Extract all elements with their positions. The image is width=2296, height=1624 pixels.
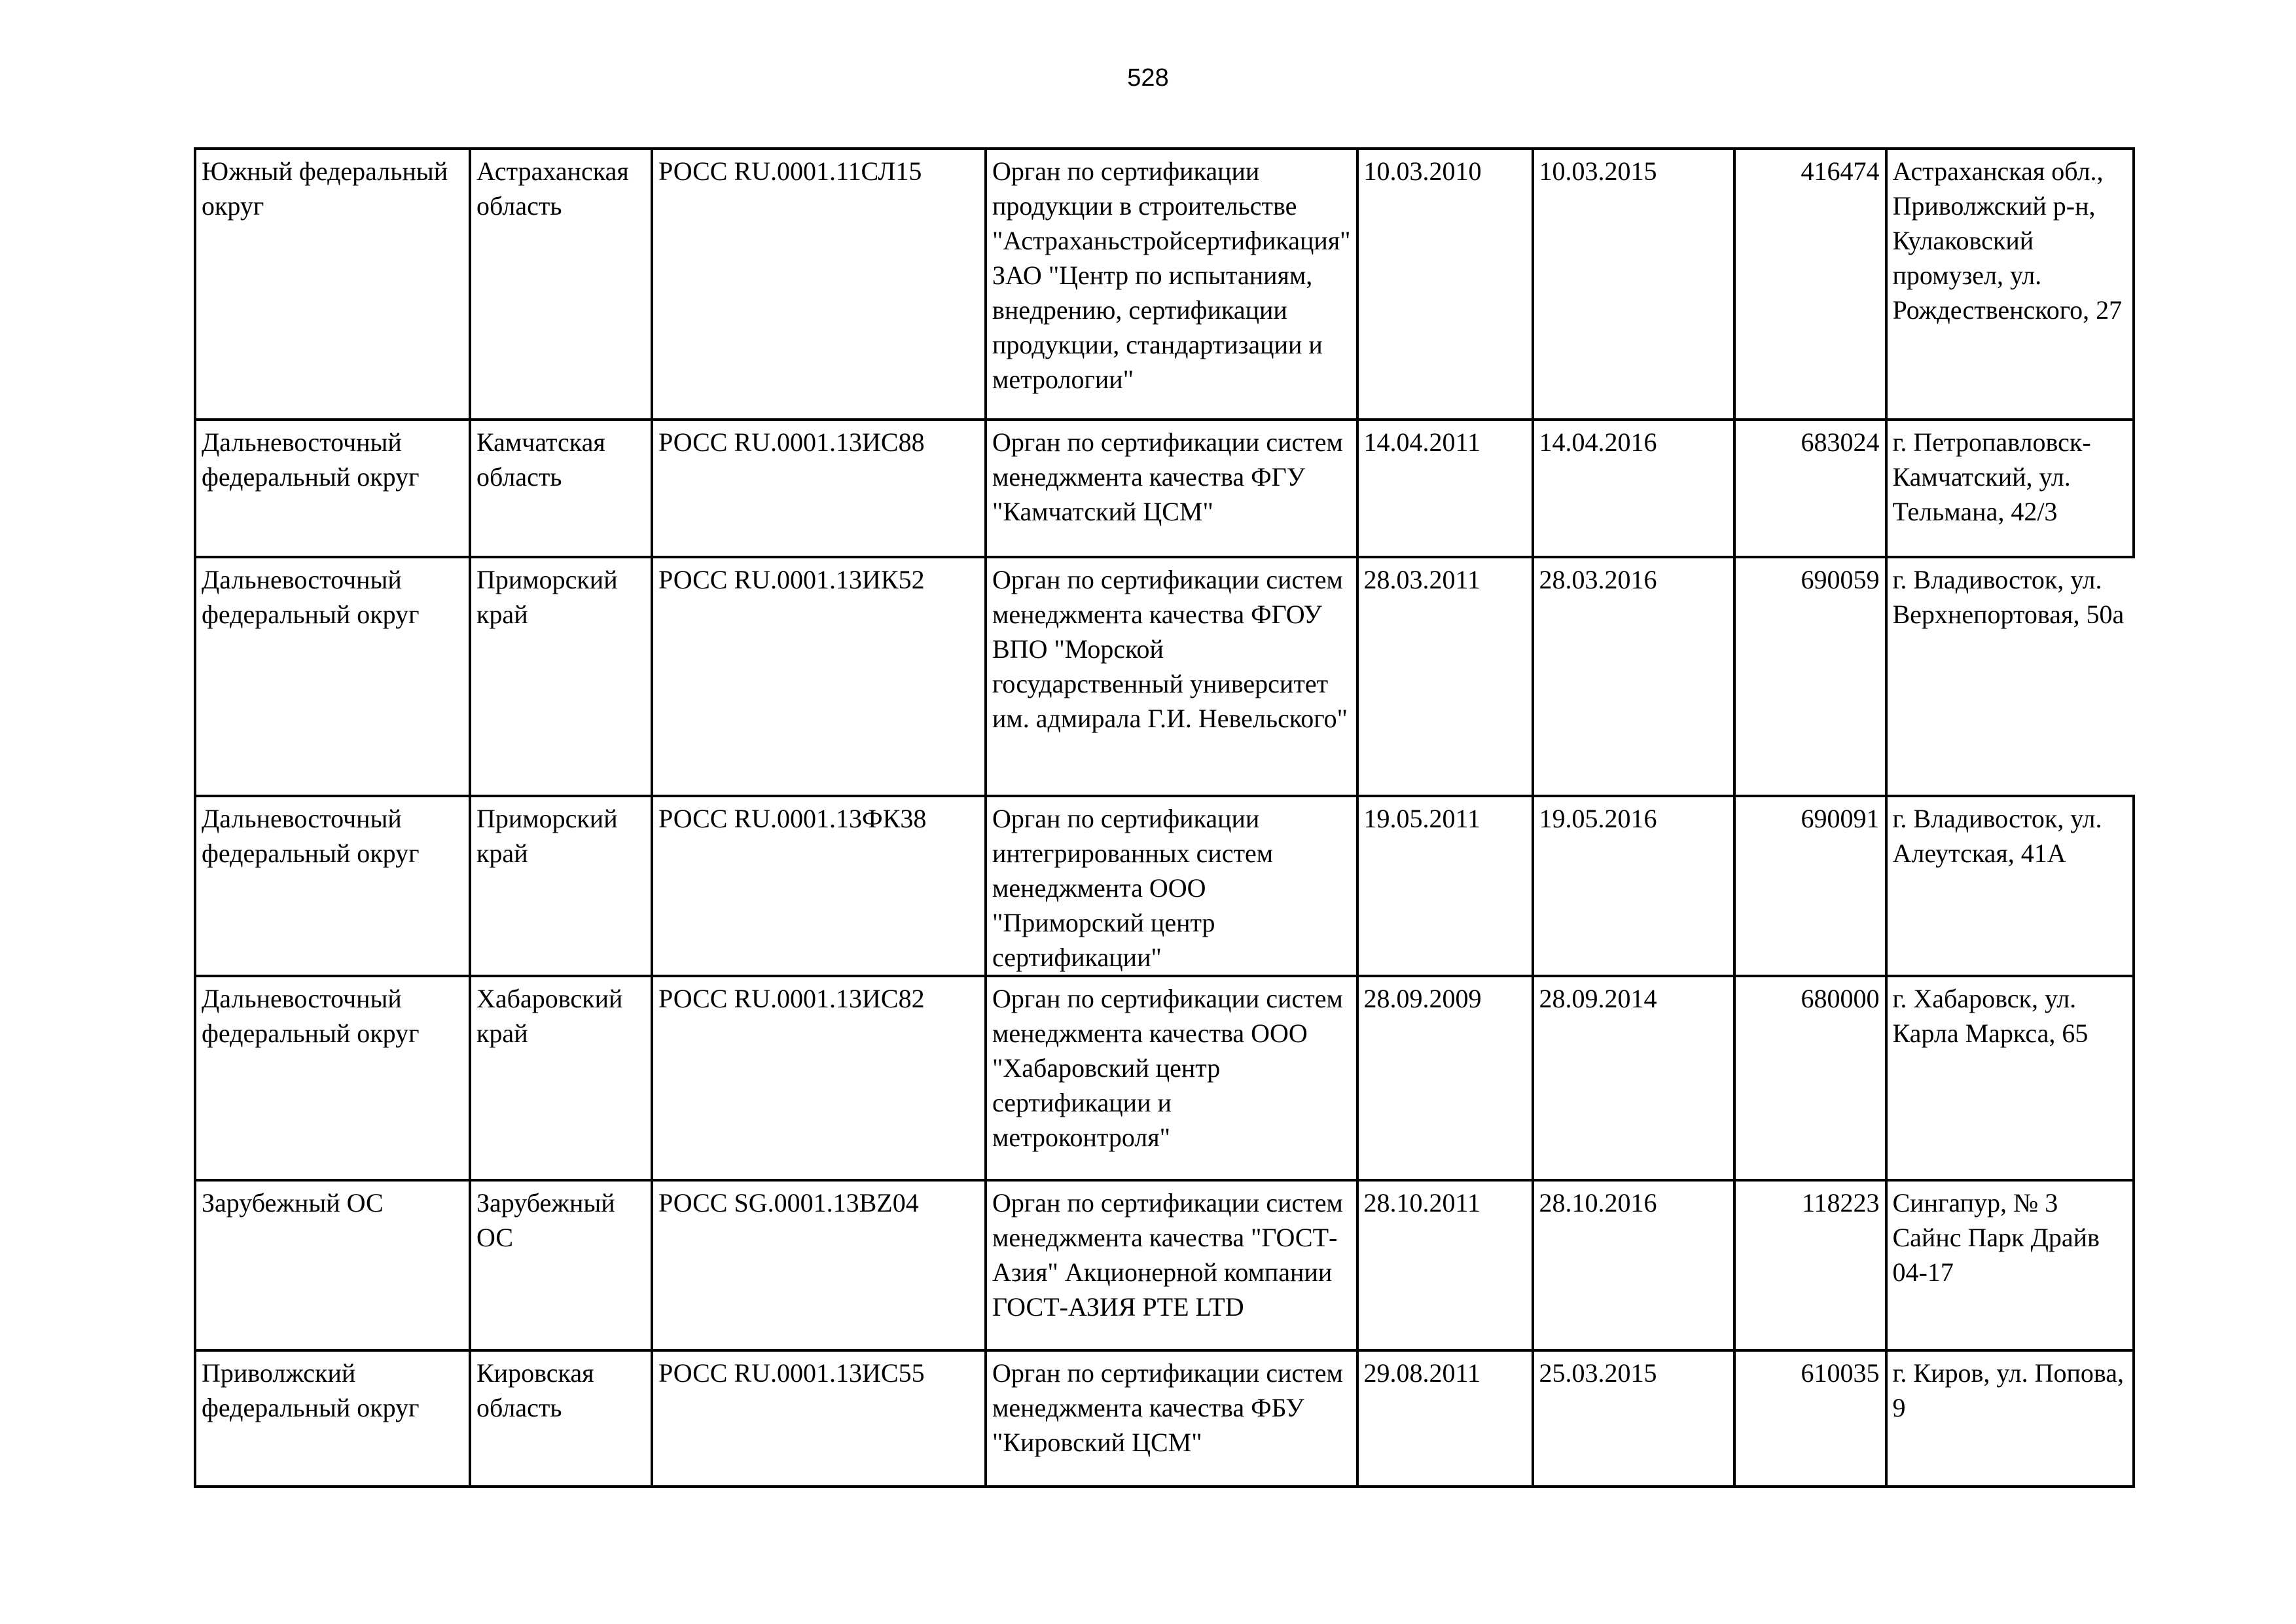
organization-cell: Орган по сертификации систем менеджмента качества ФБУ "Кировский ЦСМ" (986, 1350, 1357, 1487)
date-from-cell: 28.10.2011 (1357, 1180, 1533, 1350)
date-to-cell: 14.04.2016 (1533, 420, 1734, 557)
region-cell: Хабаровский край (470, 976, 652, 1180)
organization-cell: Орган по сертификации систем менеджмента качества ФГОУ ВПО "Морской государственный университет им. адмирала Г.И. Невельского" (986, 557, 1357, 796)
region-cell: Приморский край (470, 796, 652, 976)
postcode-cell: 683024 (1734, 420, 1886, 557)
certificate-number-cell: РОСС RU.0001.13ИК52 (652, 557, 986, 796)
certificate-number-cell: РОСС SG.0001.13BZ04 (652, 1180, 986, 1350)
table-row (195, 420, 2134, 557)
address-cell: Астраханская обл., Приволжский р-н, Кулаковский промузел, ул. Рождественского, 27 (1886, 149, 2134, 420)
federal-district-cell: Дальневосточный федеральный округ (195, 796, 470, 976)
page-number: 528 (1127, 64, 1169, 92)
date-from-cell: 14.04.2011 (1357, 420, 1533, 557)
address-cell: г. Владивосток, ул. Алеутская, 41А (1886, 796, 2134, 976)
date-to-cell: 10.03.2015 (1533, 149, 1734, 420)
address-cell: Сингапур, № 3 Сайнс Парк Драйв 04-17 (1886, 1180, 2134, 1350)
date-to-cell: 19.05.2016 (1533, 796, 1734, 976)
federal-district-cell: Приволжский федеральный округ (195, 1350, 470, 1487)
date-from-cell: 19.05.2011 (1357, 796, 1533, 976)
table-row (195, 1350, 2134, 1487)
date-from-cell: 28.09.2009 (1357, 976, 1533, 1180)
date-from-cell: 28.03.2011 (1357, 557, 1533, 796)
table-row (195, 796, 2134, 976)
postcode-cell: 610035 (1734, 1350, 1886, 1487)
certificate-number-cell: РОСС RU.0001.13ИС82 (652, 976, 986, 1180)
region-cell: Зарубежный ОС (470, 1180, 652, 1350)
region-cell: Приморский край (470, 557, 652, 796)
date-to-cell: 28.03.2016 (1533, 557, 1734, 796)
address-cell: г. Хабаровск, ул. Карла Маркса, 65 (1886, 976, 2134, 1180)
postcode-cell: 690059 (1734, 557, 1886, 796)
date-from-cell: 29.08.2011 (1357, 1350, 1533, 1487)
region-cell: Кировская область (470, 1350, 652, 1487)
date-to-cell: 25.03.2015 (1533, 1350, 1734, 1487)
postcode-cell: 690091 (1734, 796, 1886, 976)
organization-cell: Орган по сертификации систем менеджмента качества "ГОСТ-Азия" Акционерной компании ГОСТ-АЗИЯ PTE LTD (986, 1180, 1357, 1350)
address-cell: г. Владивосток, ул. Верхнепортовая, 50а (1886, 557, 2134, 796)
organization-cell: Орган по сертификации продукции в строительстве "Астраханьстройсертификация" ЗАО "Центр по испытаниям, внедрению, сертификации продукции, стандартизации и метрологии" (986, 149, 1357, 420)
table-row (195, 557, 2134, 796)
postcode-cell: 416474 (1734, 149, 1886, 420)
organization-cell: Орган по сертификации интегрированных систем менеджмента ООО "Приморский центр сертификации" (986, 796, 1357, 976)
certificate-number-cell: РОСС RU.0001.13ФК38 (652, 796, 986, 976)
address-cell: г. Киров, ул. Попова, 9 (1886, 1350, 2134, 1487)
organization-cell: Орган по сертификации систем менеджмента качества ФГУ "Камчатский ЦСМ" (986, 420, 1357, 557)
date-to-cell: 28.09.2014 (1533, 976, 1734, 1180)
organization-cell: Орган по сертификации систем менеджмента качества ООО "Хабаровский центр сертификации и метроконтроля" (986, 976, 1357, 1180)
postcode-cell: 680000 (1734, 976, 1886, 1180)
certificate-number-cell: РОСС RU.0001.13ИС88 (652, 420, 986, 557)
certificate-number-cell: РОСС RU.0001.13ИС55 (652, 1350, 986, 1487)
date-from-cell: 10.03.2010 (1357, 149, 1533, 420)
federal-district-cell: Дальневосточный федеральный округ (195, 557, 470, 796)
federal-district-cell: Дальневосточный федеральный округ (195, 976, 470, 1180)
table-row (195, 149, 2134, 420)
address-cell: г. Петропавловск-Камчатский, ул. Тельмана, 42/3 (1886, 420, 2134, 557)
region-cell: Астраханская область (470, 149, 652, 420)
table-row (195, 976, 2134, 1180)
date-to-cell: 28.10.2016 (1533, 1180, 1734, 1350)
certificate-number-cell: РОСС RU.0001.11СЛ15 (652, 149, 986, 420)
postcode-cell: 118223 (1734, 1180, 1886, 1350)
table-row (195, 1180, 2134, 1350)
federal-district-cell: Зарубежный ОС (195, 1180, 470, 1350)
region-cell: Камчатская область (470, 420, 652, 557)
certification-bodies-table (194, 147, 2135, 1488)
federal-district-cell: Дальневосточный федеральный округ (195, 420, 470, 557)
federal-district-cell: Южный федеральный округ (195, 149, 470, 420)
